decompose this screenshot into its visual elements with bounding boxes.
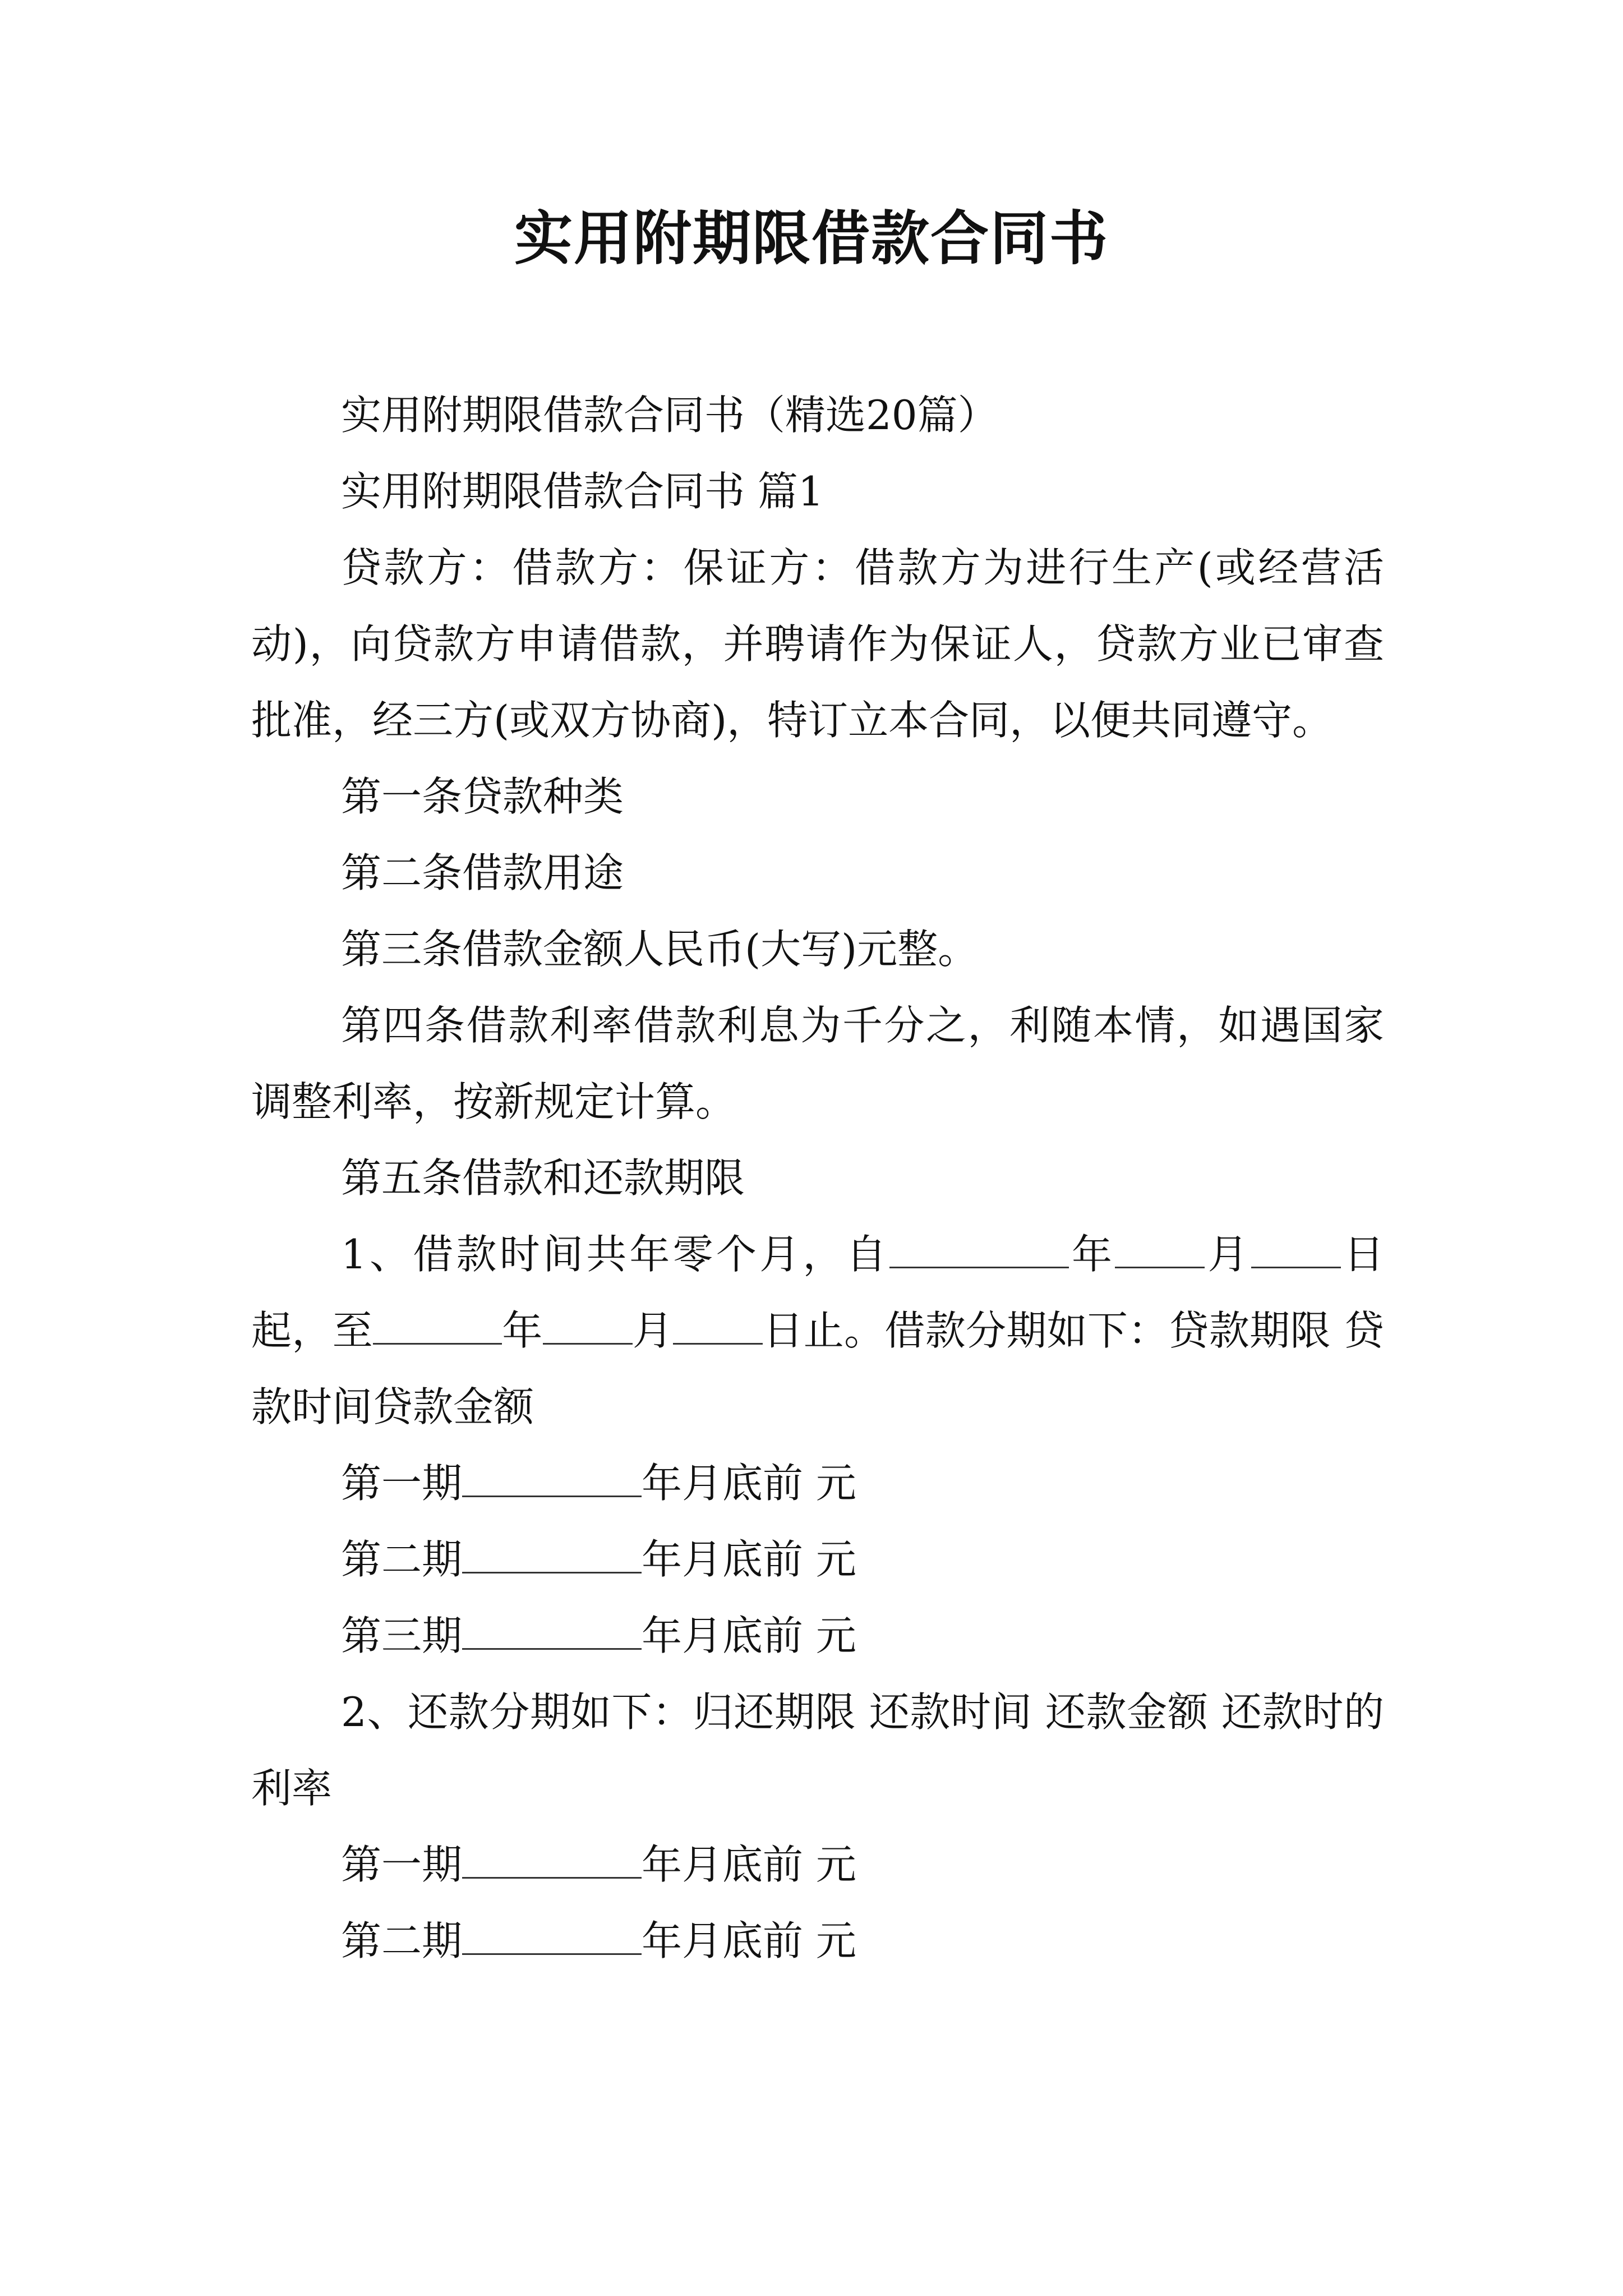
blank-line <box>889 1231 1069 1268</box>
paragraph-article-2: 第二条借款用途 <box>341 849 624 896</box>
loan-installment-row <box>251 1598 1384 1674</box>
repayment-installment-row <box>251 1826 1384 1903</box>
blank-line <box>373 1307 502 1345</box>
blank-line <box>462 1917 642 1955</box>
installment-suffix: 年月底前 元 <box>642 1917 856 1964</box>
paragraph-article-3: 第三条借款金额人民币(大写)元整。 <box>341 926 979 973</box>
paragraph-subtitle: 实用附期限借款合同书（精选20篇） <box>341 392 998 439</box>
installment-label: 第二期 <box>341 1536 463 1583</box>
document-body <box>251 377 1384 1979</box>
blank-line <box>1251 1231 1341 1268</box>
installment-suffix: 年月底前 元 <box>642 1536 856 1583</box>
installment-suffix: 年月底前 元 <box>642 1841 856 1888</box>
installment-label: 第二期 <box>341 1917 463 1964</box>
repayment-installment-row <box>251 1903 1384 1979</box>
installment-suffix: 年月底前 元 <box>642 1460 856 1507</box>
blank-line <box>462 1612 642 1650</box>
installment-label: 第三期 <box>341 1612 463 1659</box>
document-title: 实用附期限借款合同书 <box>514 204 1109 273</box>
loan-term-month-1: 月 <box>1205 1231 1251 1278</box>
loan-term-year-1: 年 <box>1068 1231 1115 1278</box>
loan-term-text-2: 日止。借款分期如下：贷款期限 贷款时间贷款金额 <box>251 1307 1384 1430</box>
installment-label: 第一期 <box>341 1841 463 1888</box>
loan-term-text-1: 1、借款时间共年零个月，自 <box>341 1231 889 1278</box>
blank-line <box>543 1307 633 1345</box>
installment-label: 第一期 <box>341 1460 463 1507</box>
blank-line <box>462 1536 642 1573</box>
blank-line <box>462 1841 642 1879</box>
paragraph-article-4: 第四条借款利率借款利息为千分之，利随本情，如遇国家调整利率，按新规定计算。 <box>251 1002 1384 1125</box>
paragraph-repayment-intro: 2、还款分期如下：归还期限 还款时间 还款金额 还款时的利率 <box>251 1688 1384 1812</box>
loan-installment-row <box>251 1521 1384 1598</box>
loan-term-day-1: 日起，至 <box>251 1231 1384 1354</box>
blank-line <box>1115 1231 1205 1268</box>
paragraph-article-5: 第五条借款和还款期限 <box>341 1154 745 1202</box>
loan-term-year-2: 年 <box>501 1307 543 1354</box>
paragraph-section-heading: 实用附期限借款合同书 篇1 <box>341 468 824 515</box>
blank-line <box>462 1460 642 1497</box>
loan-term-month-2: 月 <box>632 1307 674 1354</box>
blank-line <box>673 1307 763 1345</box>
paragraph-parties: 贷款方：借款方：保证方：借款方为进行生产(或经营活动)，向贷款方申请借款，并聘请作为保证人，贷款方业已审查批准，经三方(或双方协商)，特订立本合同，以便共同遵守。 <box>251 544 1384 744</box>
loan-installment-row <box>251 1445 1384 1521</box>
paragraph-loan-term <box>251 1216 1384 1445</box>
installment-suffix: 年月底前 元 <box>642 1612 856 1659</box>
paragraph-article-1: 第一条贷款种类 <box>341 773 624 820</box>
